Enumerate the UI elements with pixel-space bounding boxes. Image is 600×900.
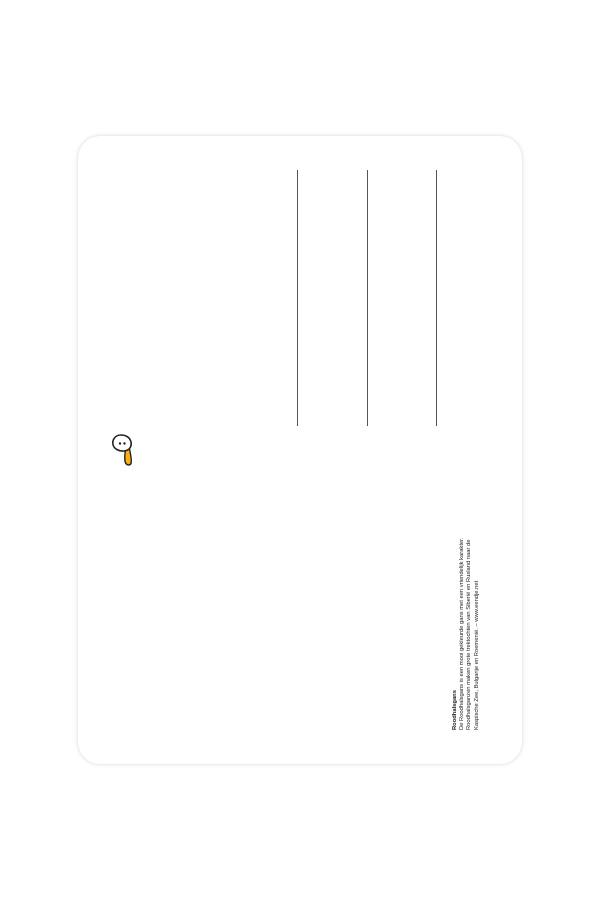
card-description bbox=[452, 480, 481, 730]
address-line bbox=[367, 170, 368, 426]
postcard bbox=[78, 136, 522, 764]
address-line bbox=[297, 170, 298, 426]
description-line: De Roodhalsgans is een mooi gekleurde gans met een vriendelijk karakter. bbox=[459, 537, 466, 730]
duck-head-icon bbox=[110, 433, 138, 469]
address-line bbox=[436, 170, 437, 426]
description-line: Roodhalsganzen maken grote trektochten van Siberië en Rusland naar de bbox=[466, 539, 473, 730]
card-title: Roodhalsgans bbox=[452, 690, 458, 730]
description-line: Kaspische Zee, Bulgarije en Roemenië. – www.eendje.net bbox=[473, 580, 480, 730]
